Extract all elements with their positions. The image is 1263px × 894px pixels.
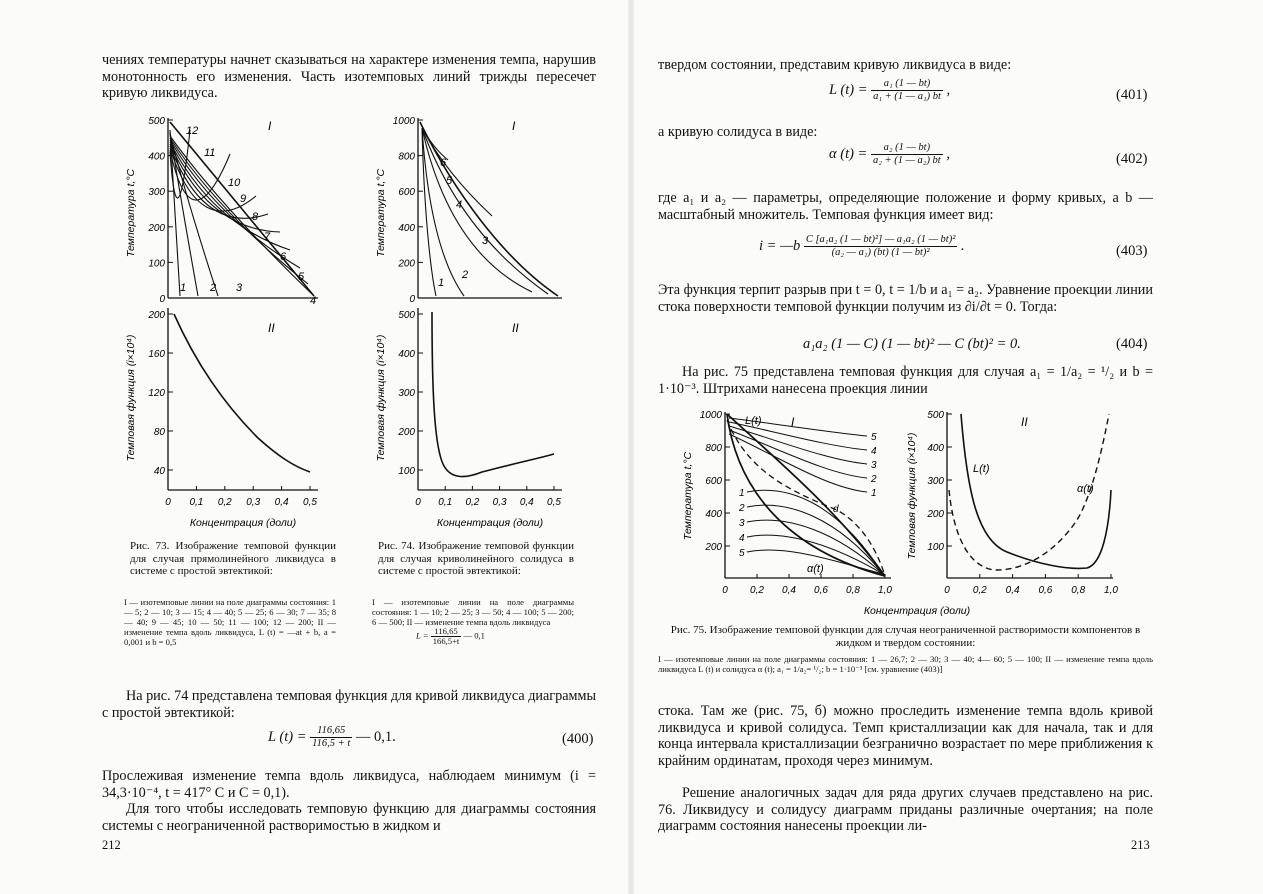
right-page [631, 0, 1263, 894]
fig74-x-tick-label: 0 [415, 497, 421, 508]
fig74-curve-label: 1 [438, 277, 445, 289]
eq402-number: (402) [1116, 151, 1148, 167]
fig75-left-x-tick-label: 0,6 [814, 585, 828, 596]
fig74-legend-formula-den: 166,5+t [432, 636, 460, 646]
eq403-rhs: . [961, 237, 965, 254]
fig74-top-y-tick-label: 0 [409, 294, 415, 305]
fig73-curve-label: 10 [228, 177, 241, 189]
fig75-lower-label: 1 [739, 488, 745, 499]
eq402-lhs: α (t) = [829, 145, 868, 162]
fig73-xlabel: Концентрация (доли) [189, 517, 297, 529]
fig75-right-ylabel: Темповая функция (i×10⁴) [906, 432, 918, 560]
fig75-sink-line [727, 420, 885, 576]
fig73-curve-label: 6 [280, 251, 287, 263]
figure-74 [372, 108, 572, 533]
fig75-left-L-label: L(t) [745, 415, 762, 427]
eq401-denominator: a₁ + (1 — a₁) bt [873, 91, 941, 102]
fig73-x-tick-label: 0,4 [274, 497, 289, 508]
fig74-liquidus-curve [420, 122, 558, 296]
fig73-x-tick-label: 0 [165, 497, 171, 508]
fig75-left-y-tick-label: 1000 [699, 410, 722, 421]
fig73-curve-label: 3 [236, 282, 243, 294]
equation-404: a₁a₂ (1 — C) (1 — bt)² — C (bt)² = 0. [803, 336, 1021, 352]
fig75-lower-label: 2 [739, 503, 745, 514]
left-intro-text: чениях температуры начнет сказываться на характере изменения темпа, нарушив монотонность его изменения. Часть изотемповых линий трижды пересечет кривую ликвидуса. [102, 52, 596, 102]
fig75-left-x-tick-label: 0,2 [750, 585, 764, 596]
right-para-break: Эта функция терпит разрыв при t = 0, t = 1/b и a₁ = a₂. Уравнение проекции линии стока поверхности темповой функции получим из ∂i/∂t = 0. Тогда: [658, 282, 1153, 315]
fig73-curve-label: 8 [252, 211, 259, 223]
fig75-right-y-tick-label: 500 [927, 410, 944, 421]
fig74-top-curve-labels [438, 157, 489, 289]
fig73-top-y-tick-label: 500 [148, 116, 165, 127]
fig75-left-y-tick-label: 200 [705, 542, 722, 553]
fig75-right-y-tick-label: 100 [927, 542, 944, 553]
fig73-x-tick-label: 0,1 [189, 497, 204, 508]
fig73-top-yticks [147, 116, 173, 305]
fig75-upper-label: 5 [871, 432, 877, 443]
fig74-top-ylabel: Температура t,°C [375, 168, 387, 258]
fig73-curve-label: 5 [298, 271, 305, 283]
equation-401 [829, 78, 950, 103]
fig75-lower-label: 4 [739, 533, 745, 544]
fig74-bottom-y-tick-label: 200 [398, 427, 415, 438]
fig74-top-panel-label: I [512, 119, 516, 133]
fig75-left-alpha-label: α(t) [807, 563, 824, 575]
fig75-left-y-tick-label: 400 [705, 509, 722, 520]
fig74-xlabel: Концентрация (доли) [436, 517, 544, 529]
fig75-upper-label: 1 [871, 488, 877, 499]
eq402-numerator: a₂ (1 — bt) [871, 142, 943, 155]
fig75-caption: Рис. 75. Изображение темповой функции для случая неограниченной растворимости компонентов в жидком и твердом состоянии: [670, 624, 1141, 649]
fig74-bottom-y-tick-label: 400 [398, 349, 415, 360]
fig75-right-panel-label: II [1021, 415, 1028, 429]
fig73-x-tick-label: 0,2 [217, 497, 232, 508]
fig74-top-y-tick-label: 800 [398, 151, 415, 163]
fig74-bottom-panel-label: II [512, 321, 519, 335]
right-para-stock: стока. Там же (рис. 75, б) можно проследить изменение темпа вдоль кривой ликвидуса и кривой солидуса. Темп кристаллизации как для начала, так и для конца интервала кристаллизации безгранично возрастает по мере приближения к крайним ординатам, проходя через минимум. [658, 703, 1153, 769]
fig75-right-x-tick-label: 0 [944, 585, 950, 596]
fig75-point-d-label: d [833, 504, 839, 515]
eq401-numerator: a₁ (1 — bt) [871, 78, 943, 91]
fig74-bottom-y-tick-label: 500 [398, 310, 415, 321]
eq403-lhs: i = —b [759, 237, 801, 254]
fig73-bottom-panel-label: II [268, 321, 275, 335]
eq403-fraction [804, 234, 958, 259]
fig74-legend [372, 597, 574, 646]
fig75-right-xticks [944, 574, 1118, 596]
fig74-curve-label: 2 [462, 269, 469, 281]
left-para-2: Прослеживая изменение темпа вдоль ликвидуса, наблюдаем минимум (i = 34,3·10⁻⁴, t = 417° C и C = 0,1). [102, 768, 596, 801]
eq404-number: (404) [1116, 336, 1148, 352]
right-intro-text: твердом состоянии, представим кривую ликвидуса в виде: [658, 57, 1012, 73]
equation-400 [268, 725, 396, 750]
fig75-upper-label: 4 [871, 446, 877, 457]
fig75-right-x-tick-label: 0,4 [1005, 585, 1020, 596]
left-para-3: Для того чтобы исследовать темповую функцию для диаграммы состояния системы с неограниченной растворимостью в жидком и [102, 801, 596, 834]
fig74-bottom-y-tick-label: 100 [398, 466, 415, 477]
equation-402 [829, 142, 950, 167]
fig73-x-tick-label: 0,5 [303, 497, 317, 508]
fig73-bottom-ylabel: Темповая функция (i×10⁴) [125, 334, 137, 462]
fig75-left-panel-label: I [791, 415, 795, 429]
fig73-bottom-y-tick-label: 40 [153, 466, 165, 477]
eq403-number: (403) [1116, 243, 1148, 259]
eq400-lhs: L (t) = [268, 728, 307, 745]
fig73-top-ylabel: Температура t,°C [125, 168, 137, 258]
fig74-bottom-y-tick-label: 300 [398, 388, 415, 399]
fig74-bottom-yticks [397, 310, 423, 477]
fig73-curve-label: 7 [264, 231, 271, 243]
fig74-top-y-tick-label: 200 [398, 258, 415, 270]
fig73-bottom-xticks [165, 486, 317, 508]
fig75-right-y-tick-label: 400 [927, 443, 944, 454]
fig73-curve-label: 12 [186, 125, 199, 137]
fig73-top-y-tick-label: 0 [159, 294, 165, 305]
right-page-number: 213 [1131, 838, 1150, 852]
fig75-right-x-tick-label: 0,8 [1071, 585, 1086, 596]
fig73-curve-label: 4 [310, 295, 317, 307]
fig74-x-tick-label: 0,4 [519, 497, 534, 508]
fig73-caption: Рис. 73. Изображение темповой функции для случая прямолинейного ликвидуса в системе с простой эвтектикой: [130, 540, 336, 577]
fig75-left-x-tick-label: 0,4 [782, 585, 796, 596]
eq401-lhs: L (t) = [829, 81, 868, 98]
eq401-fraction [871, 78, 943, 103]
fig73-isotherm [170, 138, 308, 284]
fig74-legend-formula-suffix: — 0,1 [463, 630, 485, 641]
fig74-curve-label: 5 [446, 175, 453, 187]
fig75-right-x-tick-label: 0,6 [1038, 585, 1053, 596]
fig75-left-xticks [722, 574, 892, 596]
fig73-bottom-yticks [147, 310, 173, 477]
fig75-right-yticks [926, 410, 952, 553]
fig73-top-y-tick-label: 100 [148, 258, 165, 270]
fig73-bottom-y-tick-label: 120 [148, 388, 165, 399]
left-page [0, 0, 631, 894]
fig75-right-panel [906, 410, 1118, 596]
fig73-bottom-y-tick-label: 200 [148, 310, 165, 321]
fig75-upper-label: 3 [871, 460, 877, 471]
fig74-x-tick-label: 0,1 [438, 497, 453, 508]
fig74-top-isotherm-curves [420, 122, 558, 296]
fig73-legend: I — изотемповые линии на поле диаграммы состояния: 1 — 5; 2 — 10; 3 — 15; 4 — 40; 5 — 25; 6 — 30; 7 — 35; 8 — 40; 9 — 45; 10 — 50; 11 — 100; 12 — 200; II — изменение темпа вдоль ликвидуса, L (t) = —at + b, a = 0,001 и b = 0,5 [124, 597, 336, 647]
fig75-lower-label: 3 [739, 518, 745, 529]
fig75-right-x-tick-label: 1,0 [1104, 585, 1118, 596]
eq403-numerator: C [a₁a₂ (1 — bt)²] — a₁a₂ (1 — bt)² [805, 234, 956, 245]
fig74-curve-label: 3 [482, 235, 489, 247]
fig73-liquidus-line [170, 122, 314, 296]
fig75-right-y-tick-label: 200 [927, 509, 944, 520]
fig73-bottom-y-tick-label: 160 [148, 349, 165, 360]
fig74-isotherm [422, 128, 532, 292]
fig73-bottom-panel [125, 308, 318, 529]
fig74-legend-formula-prefix: L = [416, 630, 429, 641]
fig73-x-tick-label: 0,3 [246, 497, 261, 508]
fig74-bottom-xticks [415, 486, 561, 508]
fig74-x-tick-label: 0,5 [547, 497, 561, 508]
fig74-top-panel [375, 116, 562, 305]
figure-73 [118, 108, 334, 533]
right-para-last: Решение аналогичных задач для ряда других случаев представлено на рис. 76. Ликвидусу и солидусу диаграмм приданы различные очертания; на поле диаграмм состояния нанесены проекции ли- [658, 785, 1153, 835]
fig75-left-x-tick-label: 0 [722, 585, 728, 596]
fig75-upper-label: 2 [871, 474, 877, 485]
fig74-curve-label: 6 [440, 157, 447, 169]
fig73-top-y-tick-label: 300 [148, 187, 165, 199]
fig74-legend-formula-num: 116,65 [431, 627, 462, 637]
fig74-top-y-tick-label: 400 [398, 222, 415, 234]
eq402-rhs: , [946, 145, 950, 162]
fig73-curve-label: 11 [204, 147, 216, 159]
fig74-top-y-tick-label: 1000 [392, 116, 415, 127]
fig74-top-y-tick-label: 600 [398, 187, 415, 199]
eq403-denominator: (a₂ — a₁) (bt) (1 — bt)² [831, 247, 930, 258]
fig73-curve-label: 9 [240, 193, 247, 205]
eq400-rhs: — 0,1. [355, 728, 396, 745]
fig75-left-x-tick-label: 1,0 [878, 585, 892, 596]
fig73-bottom-y-tick-label: 80 [153, 427, 165, 438]
fig75-xlabel: Концентрация (доли) [863, 605, 971, 617]
fig75-lower-label: 5 [739, 548, 745, 559]
fig74-tempo-curve [432, 312, 554, 477]
fig74-caption: Рис. 74. Изображение темповой функции для случая криволинейного солидуса в системе с простой эвтектикой: [378, 540, 574, 577]
fig74-bottom-ylabel: Темповая функция (i×10⁴) [375, 334, 387, 462]
fig75-left-y-tick-label: 600 [705, 476, 722, 487]
eq400-denominator: 116,5 + t [312, 738, 351, 749]
fig75-legend: I — изотемповые линии на поле диаграммы состояния: 1 — 26,7; 2 — 30; 3 — 40; 4— 60; 5 — 100; II — изменение темпа вдоль ликвидуса L (t) и солидуса α (t); a₁ = 1/a₂= ¹/₂; b = 1·10⁻³ [см. уравнение (403)] [658, 654, 1153, 674]
fig73-top-panel-label: I [268, 119, 272, 133]
fig74-curve-label: 4 [456, 199, 463, 211]
figure-75 [677, 400, 1161, 622]
fig73-top-isotherm-curves [170, 122, 314, 296]
eq402-fraction [871, 142, 943, 167]
fig75-left-ylabel: Температура t,°C [682, 451, 694, 541]
fig73-curve-label: 2 [210, 282, 217, 294]
right-para-fig75: На рис. 75 представлена темповая функция для случая a₁ = 1/a₂ = ¹/₂ и b = 1·10⁻³. Штрихами нанесена проекция линии [658, 364, 1153, 397]
fig73-top-y-tick-label: 400 [148, 151, 165, 163]
fig75-right-x-tick-label: 0,2 [972, 585, 987, 596]
fig73-top-y-tick-label: 200 [148, 222, 165, 234]
fig74-legend-text: I — изотемповые линии на поле диаграммы состояния: 1 — 10; 2 — 25; 3 — 50; 4 — 100; 5 — 200; 6 — 500; II — изменение темпа вдоль ликвидуса [372, 597, 574, 627]
fig75-left-x-tick-label: 0,8 [846, 585, 860, 596]
eq400-number: (400) [562, 731, 594, 747]
eq401-rhs: , [946, 81, 951, 98]
fig74-x-tick-label: 0,3 [492, 497, 507, 508]
fig75-left-panel [682, 410, 892, 596]
eq400-numerator: 116,65 [310, 725, 352, 738]
eq400-fraction [310, 725, 352, 750]
fig75-right-y-tick-label: 300 [927, 476, 944, 487]
equation-403 [759, 234, 965, 259]
fig74-x-tick-label: 0,2 [465, 497, 480, 508]
fig73-isotherm [170, 136, 314, 296]
fig73-top-panel [125, 116, 318, 307]
fig75-right-alpha-label: α(t) [1077, 483, 1094, 495]
fig75-right-L-label: L(t) [973, 463, 990, 475]
fig74-legend-fraction [431, 627, 462, 646]
eq402-denominator: a₂ + (1 — a₂) bt [872, 155, 941, 166]
fig75-left-y-tick-label: 800 [705, 443, 722, 454]
left-page-number: 212 [102, 838, 121, 852]
right-params-text: где a₁ и a₂ — параметры, определяющие положение и форму кривых, а b — масштабный множитель. Темповая функция имеет вид: [658, 190, 1153, 223]
left-para-1: На рис. 74 представлена темповая функция для кривой ликвидуса диаграммы с простой эвтектикой: [102, 688, 597, 721]
fig73-tempo-curve [174, 314, 310, 472]
fig74-bottom-panel [375, 308, 562, 529]
right-solidus-text: а кривую солидуса в виде: [658, 124, 818, 140]
fig73-curve-label: 1 [180, 282, 187, 294]
eq401-number: (401) [1116, 87, 1148, 103]
